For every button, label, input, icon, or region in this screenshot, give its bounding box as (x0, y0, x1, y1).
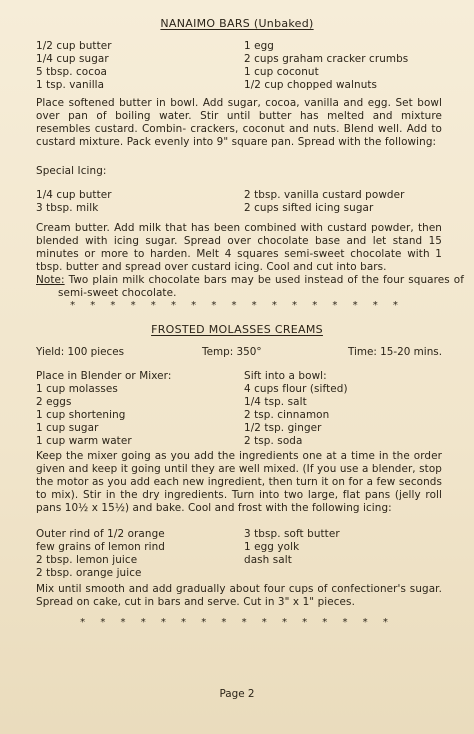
ingredient-line: 2 tsp. soda (244, 434, 303, 447)
time-text: Time: 15-20 mins. (347, 346, 442, 358)
icing-ingredients-right (244, 189, 442, 215)
ingredient-line: 1/4 cup butter (36, 189, 112, 201)
ingredient-line: 1 egg yolk (244, 540, 300, 553)
ingredient-line: Outer rind of 1/2 orange (36, 528, 165, 540)
nanaimo-ingredients (36, 40, 442, 92)
icing-ingredients-left (36, 189, 244, 215)
molasses-ingredients (36, 370, 442, 447)
ingredient-line: 1 cup coconut (244, 65, 319, 78)
ingredient-line: 5 tbsp. cocoa (36, 65, 108, 78)
nanaimo-method: Place softened butter in bowl. Add sugar, cocoa, vanilla and egg. Set bowl over pan of boiling water. Stir until butter has melted and mixture resembles custard. Combin- crackers, coconut and nuts. Blend well. Add to custard mixture. Pack evenly into 9" square pan. Spread with the following: (36, 97, 442, 148)
recipe-title-nanaimo: NANAIMO BARS (Unbaked) (160, 17, 314, 30)
ingredient-line: 1 cup shortening (36, 408, 126, 421)
ingredient-line: 3 tbsp. soft butter (244, 528, 340, 540)
star-divider: * * * * * * * * * * * * * * * * (80, 617, 394, 628)
ingredient-line: 1 egg (244, 40, 274, 52)
frosting-ingredients (36, 528, 442, 580)
ingredient-heading: Place in Blender or Mixer: (36, 370, 172, 382)
ingredient-line: 2 tbsp. lemon juice (36, 553, 138, 566)
ingredient-line: 2 cups graham cracker crumbs (244, 52, 409, 65)
temp-text: Temp: 350° (202, 346, 262, 358)
frosting-method: Mix until smooth and add gradually about four cups of confectioner's sugar. Spread on cake, cut in bars and serve. Cut in 3" x 1" pieces. (36, 583, 442, 608)
ingredient-line: 2 tbsp. orange juice (36, 566, 142, 579)
ingredient-line: 2 eggs (36, 395, 72, 408)
ingredient-line: 4 cups flour (sifted) (244, 382, 348, 395)
note-label: Note: (36, 274, 65, 286)
molasses-method: Keep the mixer going as you add the ingredients one at a time in the order given and keep it going until they are well mixed. (If you use a blender, stop the motor as you add each new ingredient, then turn it on for a few seconds to mix). Stir in the dry ingredients. Turn into two large, flat pans (jelly roll pans 10½ x 15½) and bake. Cool and frost with the following icing: (36, 450, 442, 514)
yield-text: Yield: 100 pieces (36, 346, 125, 358)
nanaimo-note (36, 274, 464, 300)
ingredient-line: 1/2 cup chopped walnuts (244, 78, 378, 91)
ingredient-line: 1/2 tsp. ginger (244, 421, 322, 434)
special-icing-label: Special Icing: (36, 165, 107, 177)
note-text: Two plain milk chocolate bars may be used instead of the four squares of semi-sweet chocolate. (58, 274, 464, 299)
molasses-ingredients-right (244, 370, 442, 447)
ingredient-line: 1 cup warm water (36, 434, 132, 447)
recipe-title-molasses: FROSTED MOLASSES CREAMS (151, 323, 323, 336)
ingredient-heading: Sift into a bowl: (244, 370, 327, 382)
ingredient-line: 1/4 tsp. salt (244, 395, 307, 408)
ingredient-line: few grains of lemon rind (36, 540, 165, 553)
icing-ingredients (36, 189, 442, 215)
ingredient-line: 2 tsp. cinnamon (244, 408, 330, 421)
ingredient-line: 2 cups sifted icing sugar (244, 201, 374, 214)
ingredient-line: 1 tsp. vanilla (36, 78, 105, 91)
star-divider: * * * * * * * * * * * * * * * * * (70, 300, 404, 311)
icing-method: Cream butter. Add milk that has been combined with custard powder, then blended with icing sugar. Spread over chocolate base and let stand 15 minutes or more to harden. Melt 4 squares semi-sweet chocolate with 1 tbsp. butter and spread over custard icing. Cool and cut into bars. (36, 222, 442, 273)
ingredient-line: 3 tbsp. milk (36, 201, 99, 214)
ingredient-line: 1 cup molasses (36, 382, 118, 395)
frosting-ingredients-right (244, 528, 442, 580)
ingredient-line: 1 cup sugar (36, 421, 99, 434)
nanaimo-ingredients-left (36, 40, 244, 92)
ingredient-line: 1/2 cup butter (36, 40, 112, 52)
frosting-ingredients-left (36, 528, 244, 580)
page-number: Page 2 (219, 688, 255, 700)
nanaimo-ingredients-right (244, 40, 442, 92)
molasses-ingredients-left (36, 370, 244, 447)
ingredient-line: 1/4 cup sugar (36, 52, 109, 65)
ingredient-line: dash salt (244, 553, 292, 566)
ingredient-line: 2 tbsp. vanilla custard powder (244, 189, 405, 201)
